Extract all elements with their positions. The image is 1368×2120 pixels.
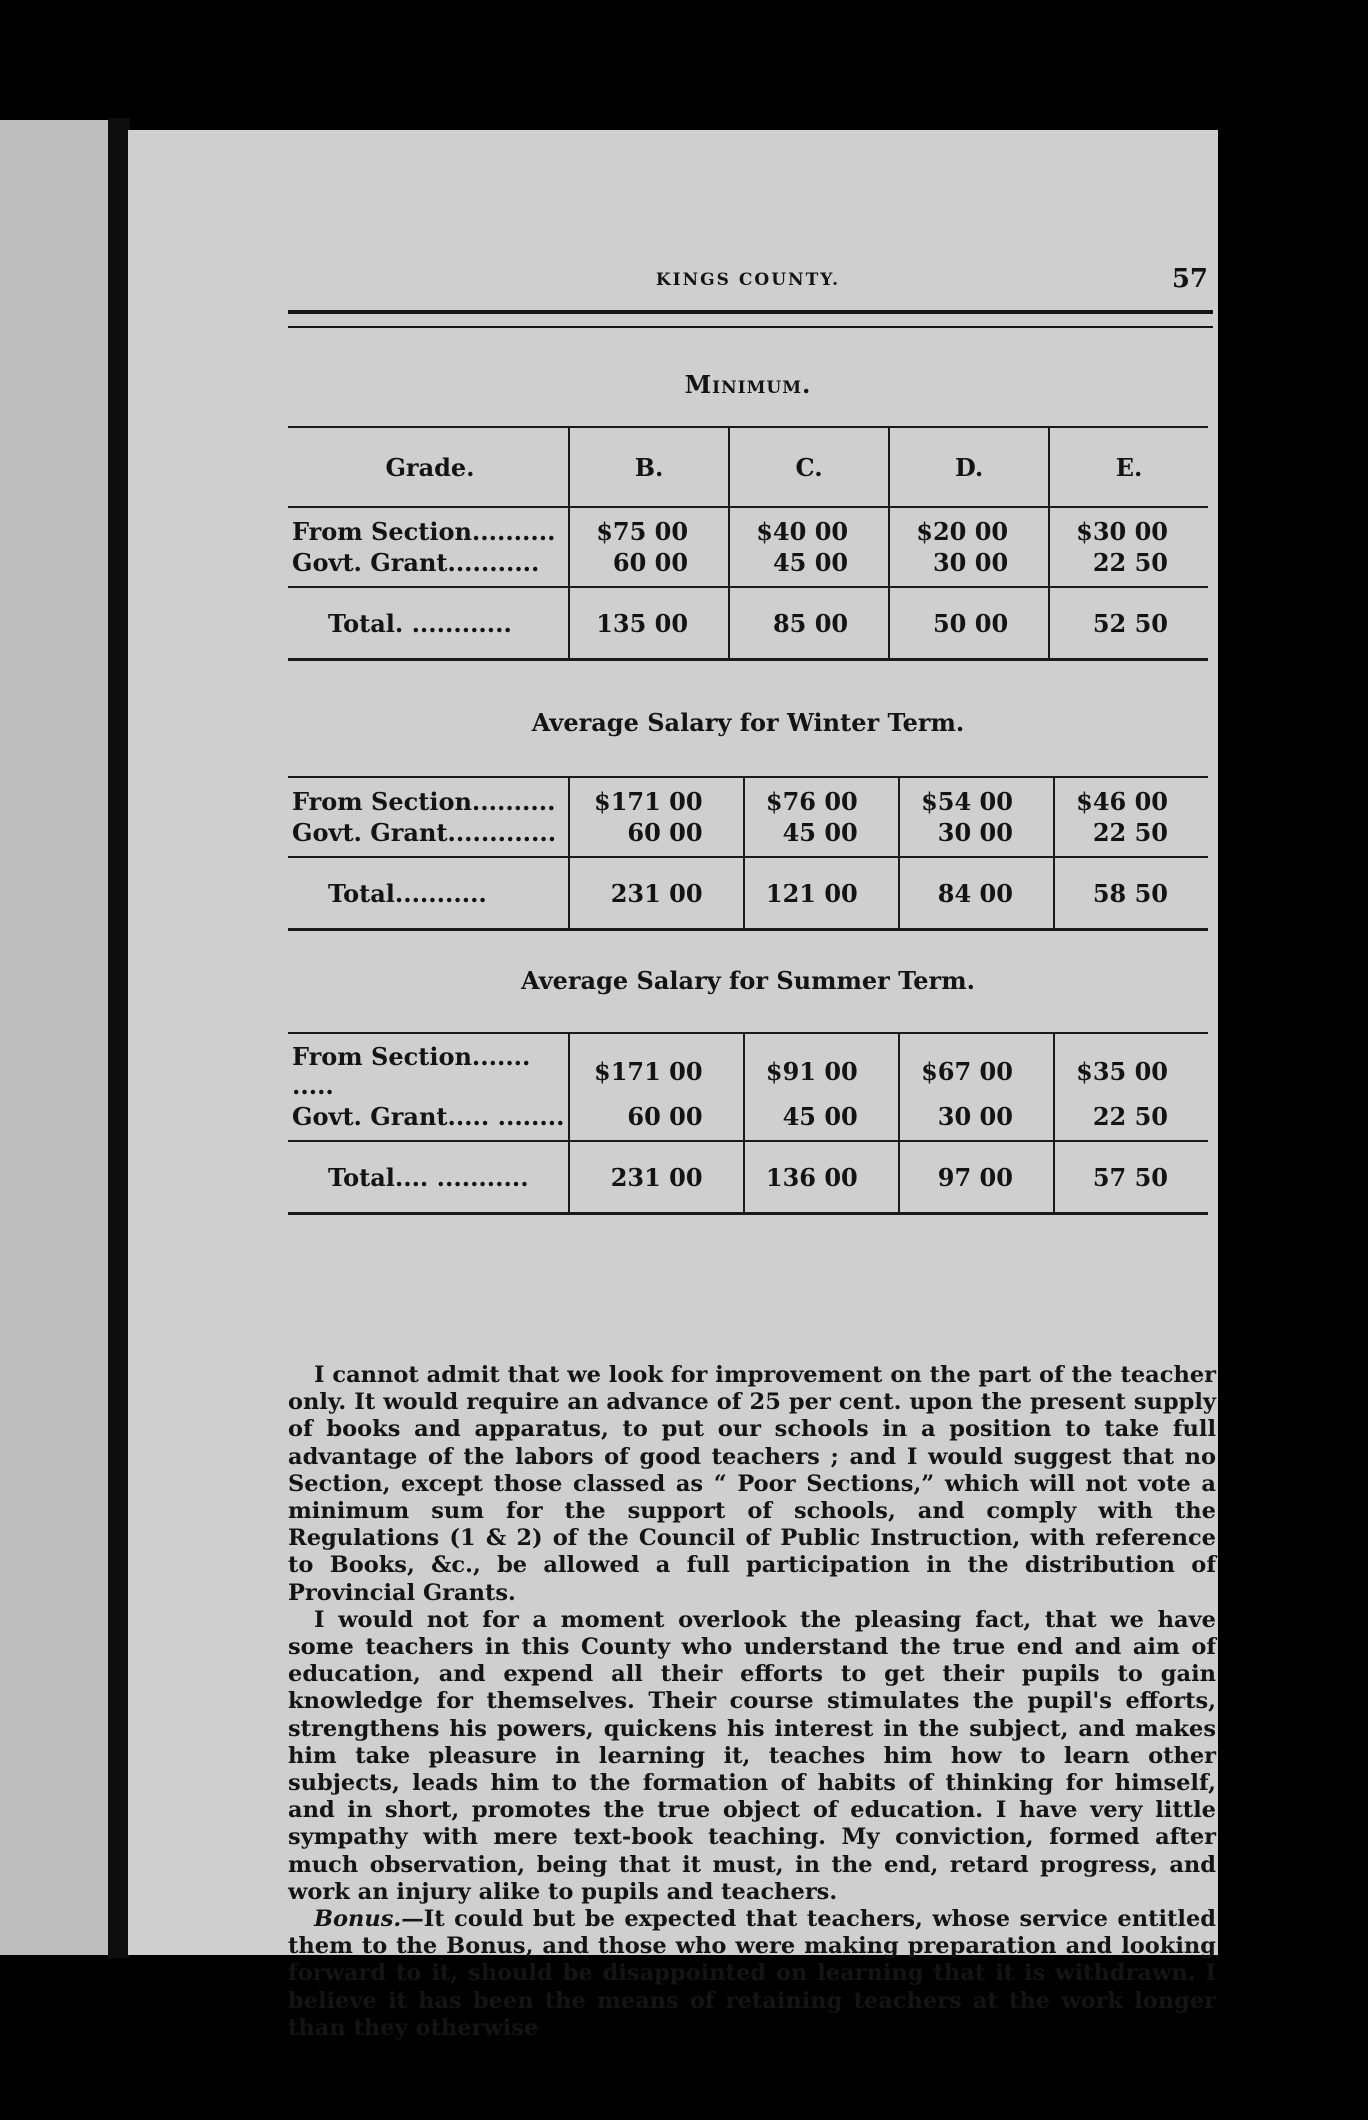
total-row	[288, 587, 1208, 660]
bonus-heading: Bonus.	[314, 1906, 402, 1933]
cell-value: 30 00	[889, 546, 1049, 587]
minimum-title: Minimum.	[684, 370, 812, 399]
table-row	[288, 816, 1208, 857]
row-label: Govt. Grant.............	[288, 816, 569, 857]
total-row	[288, 1141, 1208, 1214]
winter-title: Average Salary for Winter Term.	[531, 708, 965, 737]
table-row	[288, 1100, 1208, 1141]
cell-value: 52 50	[1049, 587, 1208, 660]
cell-value: 22 50	[1054, 816, 1208, 857]
table-row	[288, 1033, 1208, 1100]
cell-value: 45 00	[744, 1100, 899, 1141]
running-head: KINGS COUNTY.	[655, 270, 841, 290]
cell-value: 50 00	[889, 587, 1049, 660]
cell-value: 121 00	[744, 857, 899, 930]
cell-value: 30 00	[899, 1100, 1054, 1141]
cell-value: 45 00	[744, 816, 899, 857]
body-text	[288, 1362, 1216, 2042]
cell-value: 22 50	[1049, 546, 1208, 587]
cell-value: $30 00	[1049, 507, 1208, 546]
summer-title: Average Salary for Summer Term.	[521, 966, 975, 995]
page-number: 57	[1171, 264, 1208, 294]
grade-b-header: B.	[569, 427, 729, 507]
cell-value: $46 00	[1054, 777, 1208, 816]
paragraph: I cannot admit that we look for improvement on the part of the teacher only. It would require an advance of 25 per cent. upon the present supply of books and apparatus, to put our schools in a position to take full advantage of the labors of good teachers ; and I would suggest that no Section, except those classed as “ Poor Sections,” which will not vote a minimum sum for the support of schools, and comply with the Regulations (1 & 2) of the Council of Public Instruction, with reference to Books, &c., be allowed a full participation in the distribution of Provincial Grants.	[288, 1362, 1216, 1606]
header-rule	[288, 310, 1213, 328]
book-spine	[108, 118, 130, 1958]
cell-value: 60 00	[569, 546, 729, 587]
cell-value: $67 00	[899, 1033, 1054, 1100]
total-label: Total. ............	[288, 587, 569, 660]
minimum-table	[288, 426, 1208, 661]
paragraph-text: —It could but be expected that teachers, whose service entitled them to the Bonus, and those who were making preparation and looking forward to it, should be disappointed on learning that it is withdrawn. I believe it has been the means of retaining teachers at the work longer than they otherwise	[288, 1906, 1216, 2041]
cell-value: 57 50	[1054, 1141, 1208, 1214]
summer-table	[288, 1032, 1208, 1215]
facing-page-edge	[0, 120, 110, 1955]
cell-value: 60 00	[569, 1100, 744, 1141]
cell-value: 60 00	[569, 816, 744, 857]
page-header	[288, 264, 1208, 310]
row-label: Govt. Grant..... ........	[288, 1100, 569, 1141]
table-row	[288, 507, 1208, 546]
cell-value: $171 00	[569, 1033, 744, 1100]
paragraph: I would not for a moment overlook the pleasing fact, that we have some teachers in this County who understand the true end and aim of education, and expend all their efforts to get their pupils to gain knowledge for themselves. Their course stimulates the pupil's efforts, strengthens his powers, quickens his interest in the subject, and makes him take pleasure in learning it, teaches him how to learn other subjects, leads him to the formation of habits of thinking for himself, and in short, promotes the true object of education. I have very little sympathy with mere text-book teaching. My conviction, formed after much observation, being that it must, in the end, retard progress, and work an injury alike to pupils and teachers.	[288, 1606, 1216, 1905]
grade-e-header: E.	[1049, 427, 1208, 507]
grade-header: Grade.	[288, 427, 569, 507]
cell-value: 58 50	[1054, 857, 1208, 930]
cell-value: $20 00	[889, 507, 1049, 546]
total-label: Total...........	[288, 857, 569, 930]
cell-value: $54 00	[899, 777, 1054, 816]
table-row	[288, 546, 1208, 587]
cell-value: $75 00	[569, 507, 729, 546]
total-label: Total.... ...........	[288, 1141, 569, 1214]
book-page	[128, 130, 1218, 2041]
cell-value: 136 00	[744, 1141, 899, 1214]
row-label: From Section..........	[292, 516, 556, 546]
row-label: From Section....... .....	[288, 1033, 569, 1100]
cell-value: 85 00	[729, 587, 889, 660]
total-row	[288, 857, 1208, 930]
table-row	[288, 777, 1208, 816]
cell-value: 97 00	[899, 1141, 1054, 1214]
table-header-row	[288, 427, 1208, 507]
cell-value: 135 00	[569, 587, 729, 660]
row-label: From Section..........	[288, 777, 569, 816]
cell-value: 231 00	[569, 1141, 744, 1214]
cell-value: $40 00	[729, 507, 889, 546]
cell-value: 45 00	[729, 546, 889, 587]
cell-value: 84 00	[899, 857, 1054, 930]
grade-c-header: C.	[729, 427, 889, 507]
cell-value: 30 00	[899, 816, 1054, 857]
cell-value: $91 00	[744, 1033, 899, 1100]
cell-value: 22 50	[1054, 1100, 1208, 1141]
cell-value: 231 00	[569, 857, 744, 930]
paragraph	[288, 1906, 1216, 2042]
winter-table	[288, 776, 1208, 931]
cell-value: $171 00	[569, 777, 744, 816]
grade-d-header: D.	[889, 427, 1049, 507]
cell-value: $76 00	[744, 777, 899, 816]
row-label: Govt. Grant...........	[288, 546, 569, 587]
cell-value: $35 00	[1054, 1033, 1208, 1100]
